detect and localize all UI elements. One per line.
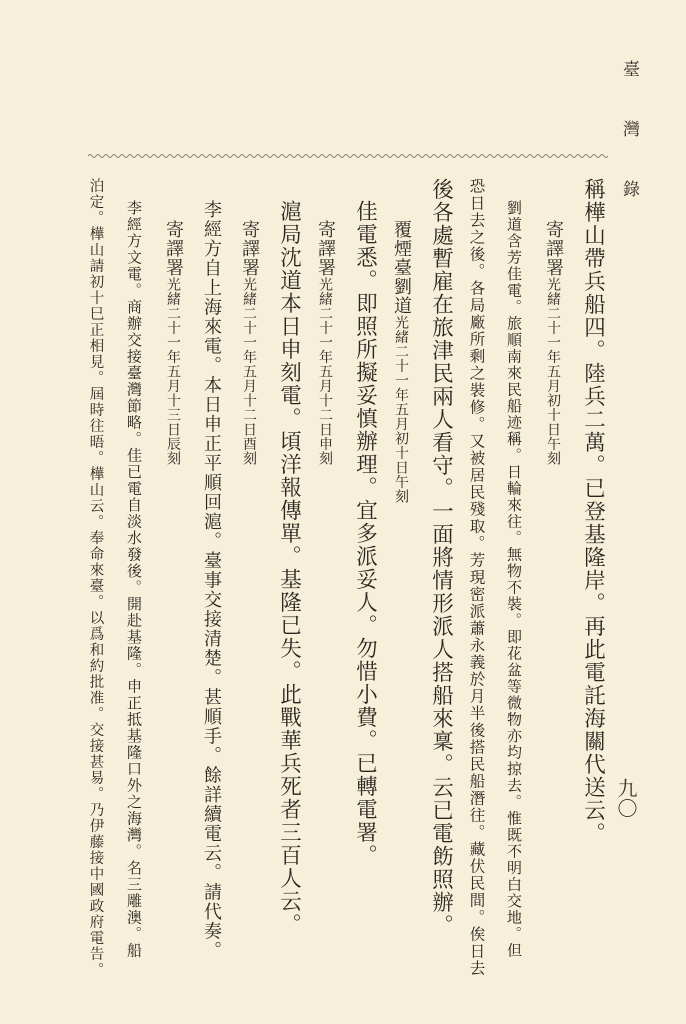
dispatch-date: 光緒二十一年五月初十日午刻 [393, 315, 409, 504]
text-column [88, 178, 103, 978]
dispatch-heading [240, 178, 258, 466]
dispatch-recipient: 寄譯署 [315, 220, 336, 277]
column-text: 恐日去之後。各局廠所剩之裝修。又被居民殘取。芳現密派蕭永義於月半後搭民船潛往。藏伏民間。俟日去 [467, 178, 486, 977]
text-column [278, 178, 300, 936]
dispatch-heading [164, 178, 182, 466]
wavy-divider-line [88, 153, 608, 159]
header-divider [88, 153, 608, 159]
column-text: 劉道含芳佳電。旅順南來民船迹稱。日輪來往。無物不裝。即花盆等微物亦均掠去。惟既不明白交地。但 [505, 200, 523, 959]
page-number: 九〇 [614, 778, 638, 818]
dispatch-recipient: 寄譯署 [543, 220, 564, 277]
column-text: 佳電悉。即照所擬妥慎辦理。宜多派妥人。勿惜小費。已轉電署。 [352, 200, 378, 867]
dispatch-heading [316, 178, 334, 466]
column-text: 稱樺山帶兵船四。陸兵二萬。已登基隆岸。再此電託海關代送云。 [580, 178, 606, 845]
dispatch-date: 光緒二十一年五月十三日辰刻 [165, 277, 181, 466]
column-text: 滬局沈道本日申刻電。頃洋報傳單。基隆已失。此戰華兵死者三百人云。 [276, 200, 302, 936]
text-column [582, 178, 604, 845]
text-column [126, 178, 141, 959]
column-text: 李經方自上海來電。本日申正平順回滬。臺事交接清楚。甚順手。餘詳續電云。請代奏。 [201, 200, 222, 961]
text-column [506, 178, 521, 959]
dispatch-recipient: 寄譯署 [239, 220, 260, 277]
dispatch-date: 光緒二十一年五月初十日午刻 [545, 277, 561, 466]
dispatch-heading [392, 178, 410, 504]
dispatch-heading [544, 178, 562, 466]
dispatch-recipient: 覆煙臺劉道 [391, 220, 412, 315]
column-text: 李經方文電。商辦交接臺灣節略。佳已電自淡水發後。開赴基隆。申正抵基隆口外之海灣。名三雕澳。船 [125, 200, 143, 959]
column-text: 後各處暫雇在旅津民兩人看守。一面將情形派人搭船來稟。云已電飭照辦。 [428, 178, 454, 937]
text-column [430, 178, 452, 937]
dispatch-date: 光緒二十一年五月十二日申刻 [317, 277, 333, 466]
dispatch-recipient: 寄譯署 [163, 220, 184, 277]
text-column [202, 178, 220, 961]
dispatch-date: 光緒二十一年五月十二日酉刻 [241, 277, 257, 466]
text-column [354, 178, 376, 867]
column-text: 泊定。樺山請初十巳正相見。屆時往晤。樺山云。奉命來臺。以爲和約批准。交接甚易。乃伊藤接中國政府電告。 [87, 178, 104, 978]
text-column [468, 178, 484, 977]
book-title: 臺 灣 錄 [619, 60, 639, 210]
